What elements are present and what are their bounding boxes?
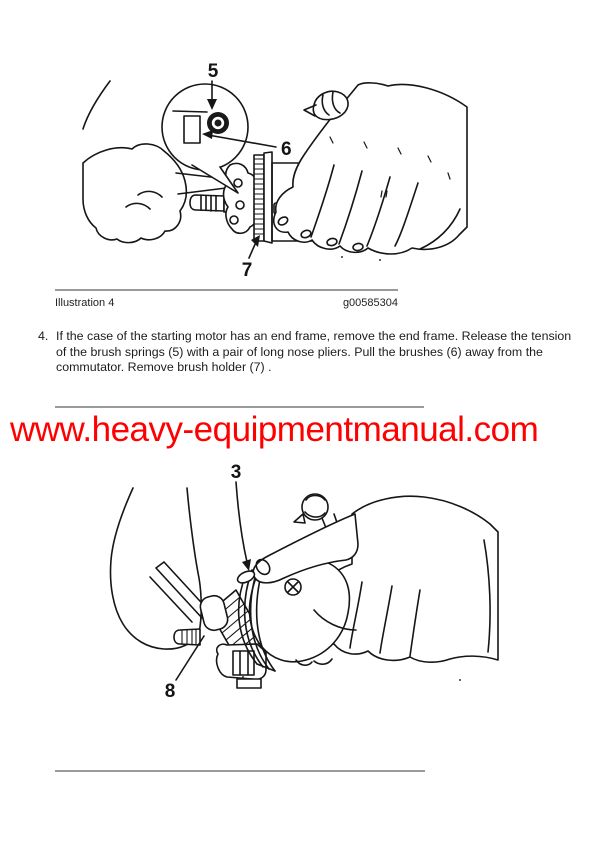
callout-label-7: 7: [241, 260, 253, 280]
figure-motor-end-frame: [100, 450, 500, 710]
callout-label-3: 3: [230, 462, 242, 483]
caption-code: g00585304: [342, 297, 398, 309]
divider-bottom: [55, 770, 425, 772]
right-hand: [274, 83, 467, 254]
brush: [184, 116, 200, 143]
divider-top: [55, 289, 398, 291]
callout-balloon: [162, 84, 248, 170]
armature-shaft: [190, 195, 224, 211]
left-fist: [83, 144, 186, 243]
watermark-text: www.heavy-equipmentmanual.com: [10, 410, 539, 449]
commutator-band: [254, 155, 264, 241]
caption-label: Illustration 4: [55, 297, 115, 309]
step-number: 4.: [38, 329, 49, 343]
step-4: [38, 329, 574, 376]
callout-label-5: 5: [207, 61, 219, 82]
step-text: If the case of the starting motor has an end frame, remove the end frame. Release the tension of the brush springs (5) with a pair of long nose pliers. Pull the brushes (6) away from the commutator. Remove brush holder (7) .: [56, 329, 572, 375]
left-forearm-line: [83, 81, 110, 129]
motor-end-ring: [264, 152, 272, 243]
callout-label-6: 6: [281, 139, 292, 160]
callout-label-8: 8: [164, 681, 176, 702]
figure-brush-holder-removal: [80, 45, 470, 280]
terminal-ball: [302, 494, 328, 520]
